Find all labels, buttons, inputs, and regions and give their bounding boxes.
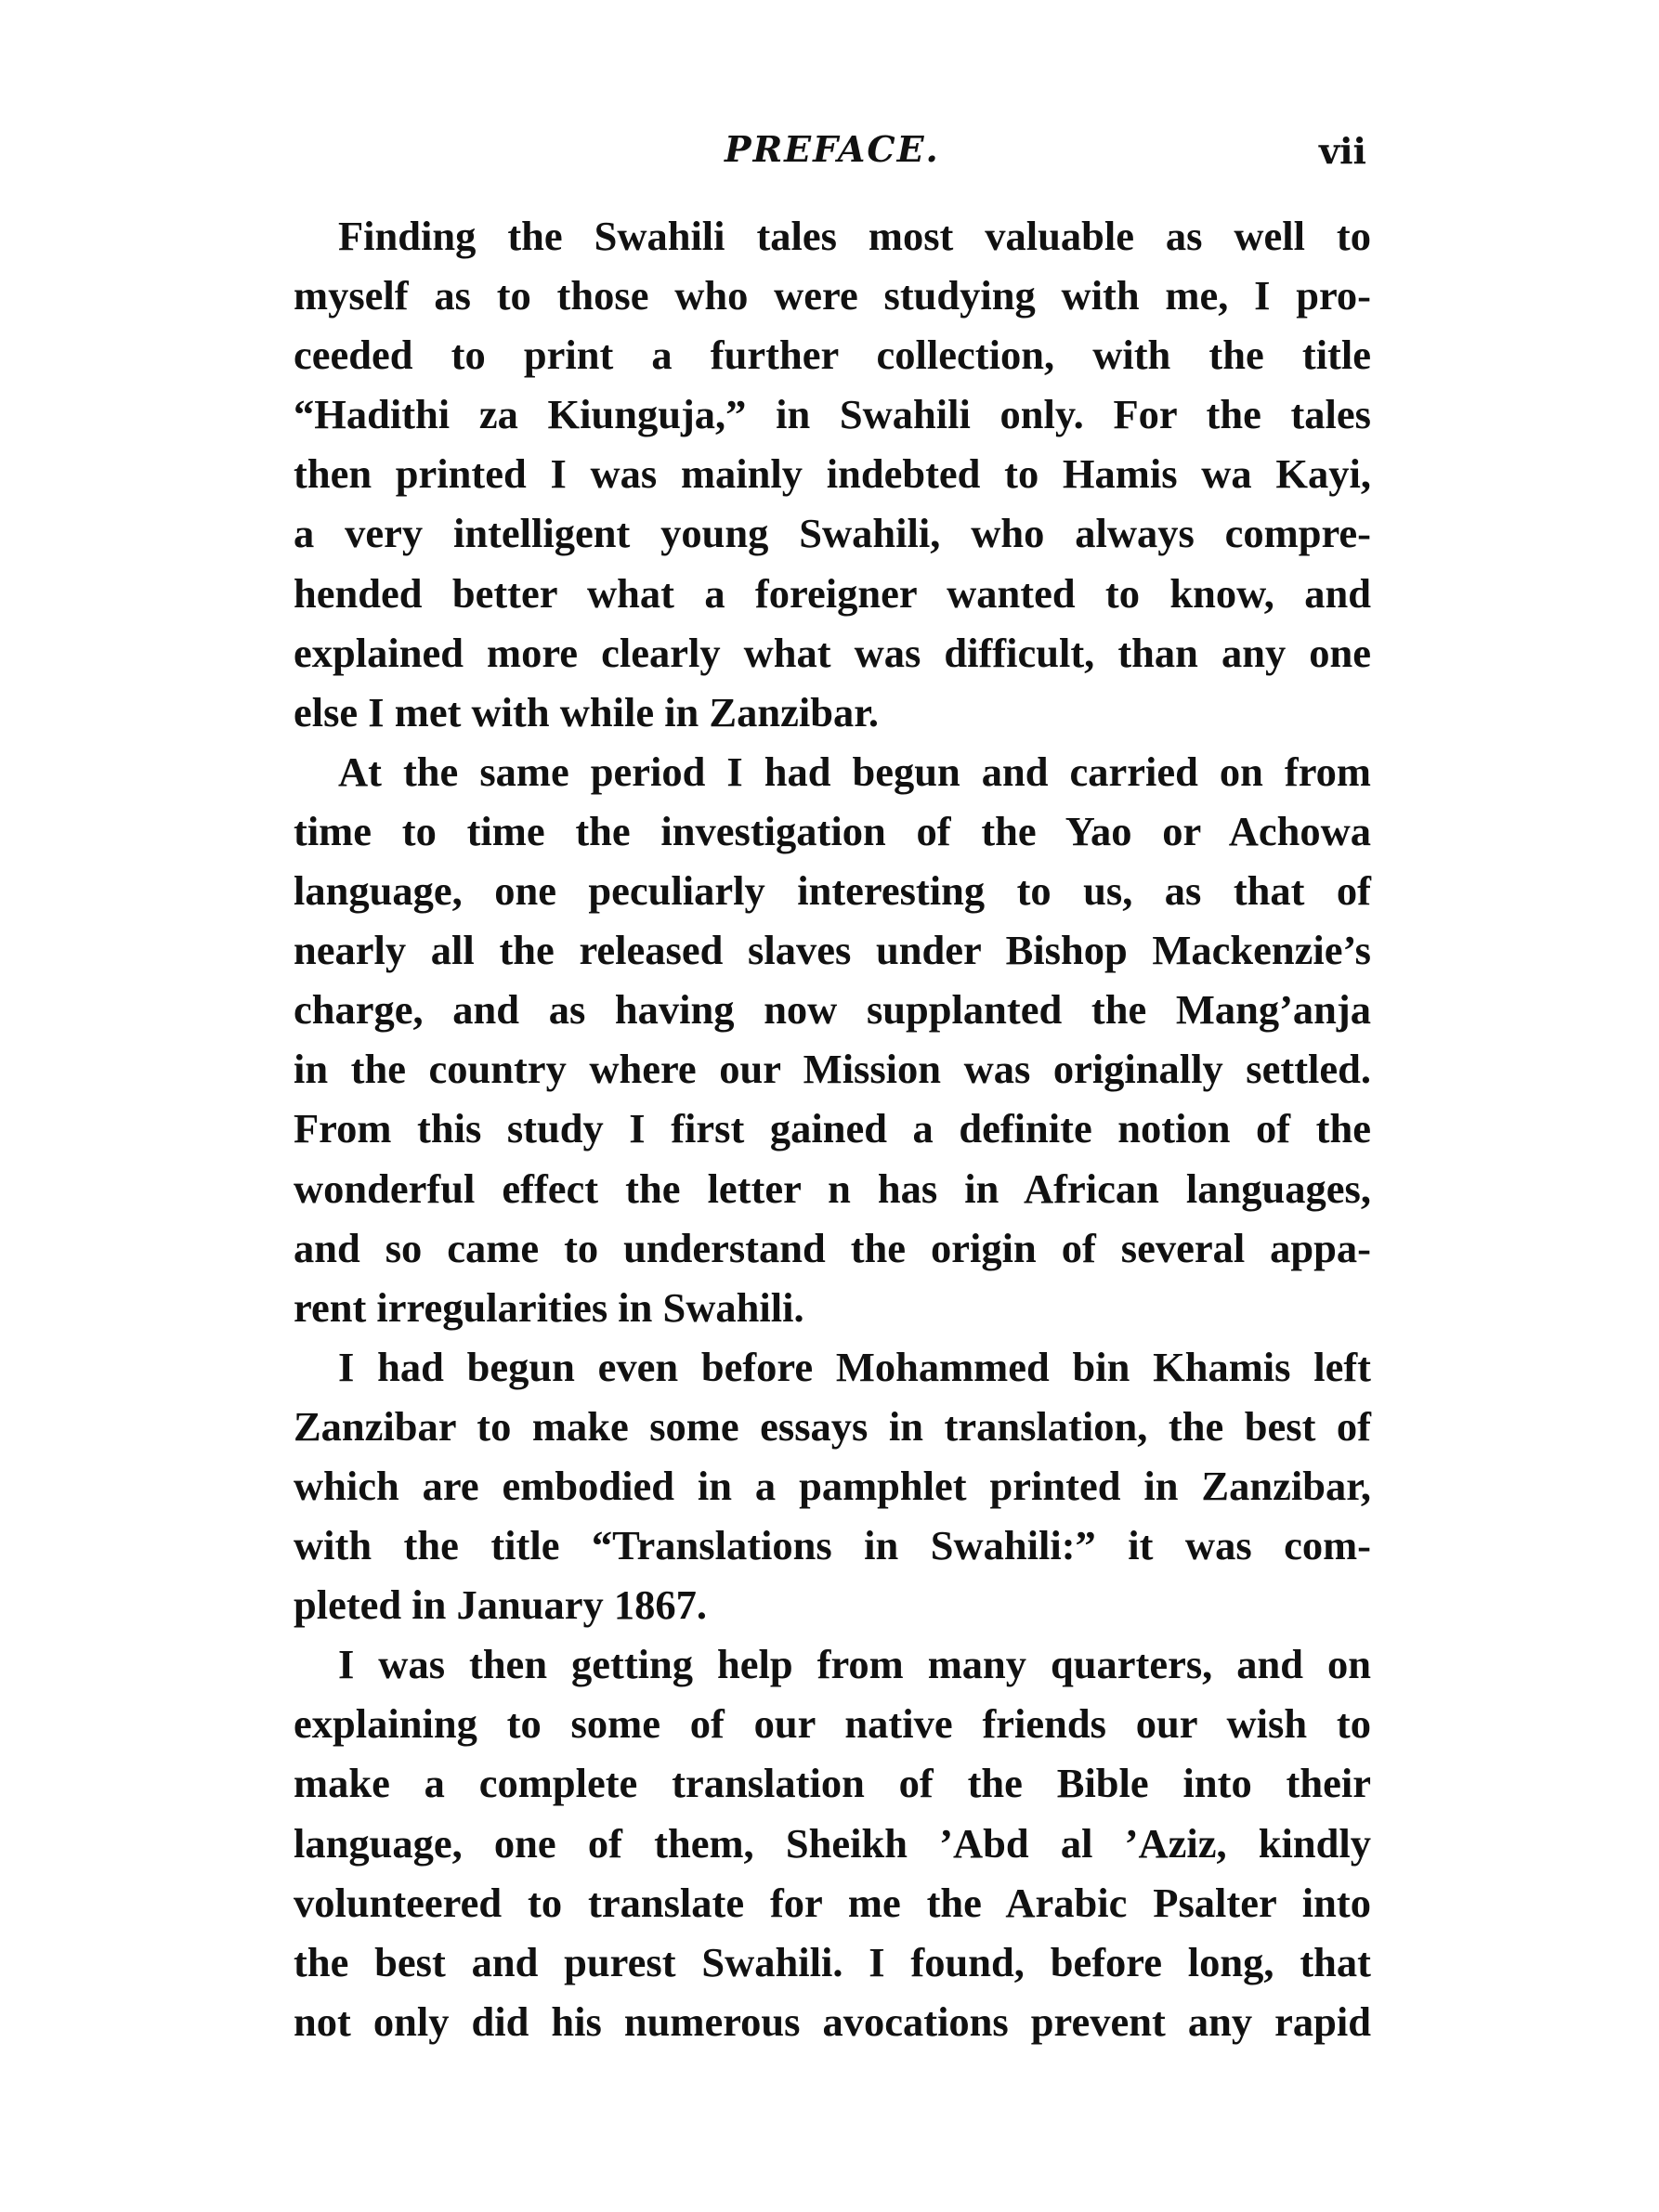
text-line: the best and purest Swahili. I found, before long, that: [294, 1938, 1371, 1985]
text-line: I was then getting help from many quarters, and on: [338, 1641, 1371, 1688]
text-line: charge, and as having now supplanted the Mang’anja: [294, 986, 1371, 1034]
text-line: wonderful effect the letter n has in African languages,: [294, 1165, 1371, 1212]
text-line: not only did his numerous avocations prevent any rapid: [294, 1997, 1371, 2045]
text-line: with the title “Translations in Swahili:” it was com-: [294, 1522, 1371, 1569]
text-line: a very intelligent young Swahili, who always compre-: [294, 510, 1371, 557]
text-line: rent irregularities in Swahili.: [294, 1283, 804, 1331]
paragraph-2: [294, 742, 1371, 1337]
body-text: [294, 206, 1371, 2051]
text-line: ceeded to print a further collection, with the title: [294, 332, 1371, 379]
text-line: “Hadithi za Kiunguja,” in Swahili only. For the tales: [294, 391, 1371, 438]
text-line: and so came to understand the origin of several appa-: [294, 1224, 1371, 1271]
text-line: language, one of them, Sheikh ’Abd al ’Aziz, kindly: [294, 1819, 1371, 1867]
text-line: which are embodied in a pamphlet printed in Zanzibar,: [294, 1462, 1371, 1509]
page-header: [0, 128, 1659, 184]
text-line: hended better what a foreigner wanted to know, and: [294, 569, 1371, 617]
text-line: explained more clearly what was difficult, than any one: [294, 629, 1371, 676]
text-line: Finding the Swahili tales most valuable as well to: [338, 213, 1371, 259]
text-line: language, one peculiarly interesting to us, as that of: [294, 867, 1371, 915]
text-line: nearly all the released slaves under Bishop Mackenzie’s: [294, 927, 1371, 974]
text-line: I had begun even before Mohammed bin Khamis left: [338, 1343, 1371, 1390]
text-line: From this study I first gained a definite notion of the: [294, 1105, 1371, 1152]
text-line: pleted in January 1867.: [294, 1581, 708, 1629]
text-line: Zanzibar to make some essays in translation, the best of: [294, 1402, 1371, 1450]
text-line: time to time the investigation of the Yao or Achowa: [294, 807, 1371, 854]
text-line: then printed I was mainly indebted to Hamis wa Kayi,: [294, 450, 1371, 498]
paragraph-1: [294, 206, 1371, 742]
text-line: myself as to those who were studying with me, I pro-: [294, 272, 1371, 319]
text-line: else I met with while in Zanzibar.: [294, 688, 880, 735]
text-line: explaining to some of our native friends our wish to: [294, 1700, 1371, 1748]
text-line: volunteered to translate for me the Arabic Psalter into: [294, 1879, 1371, 1926]
page-number: vii: [1319, 130, 1366, 172]
text-line: At the same period I had begun and carried on from: [338, 748, 1371, 795]
paragraph-4: [294, 1634, 1371, 2051]
paragraph-3: [294, 1337, 1371, 1634]
running-title: PREFACE.: [725, 128, 940, 170]
text-line: in the country where our Mission was originally settled.: [294, 1046, 1371, 1093]
text-line: make a complete translation of the Bible into their: [294, 1760, 1371, 1807]
